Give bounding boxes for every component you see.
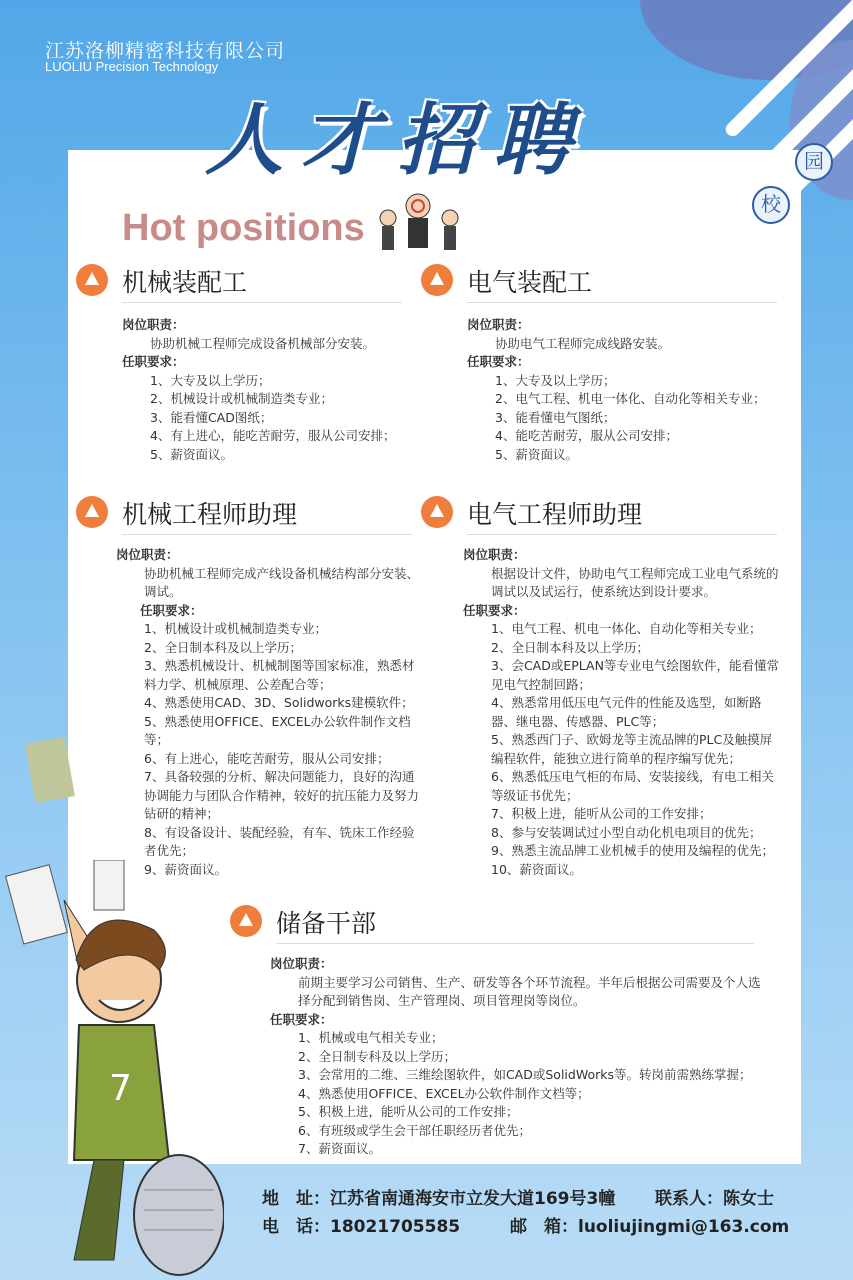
requirements-label: 任职要求： bbox=[270, 1011, 333, 1027]
requirement-item: 7、具备较强的分析、解决问题能力，良好的沟通协调能力与团队合作精神，较好的抗压能力及努力钻研的精神； bbox=[144, 769, 420, 821]
requirement-item: 5、薪资面议。 bbox=[150, 446, 233, 462]
requirement-item: 1、机械或电气相关专业； bbox=[298, 1030, 444, 1045]
email-label: 邮 箱： bbox=[510, 1217, 578, 1237]
contact-person-line bbox=[655, 1184, 774, 1209]
duty-label: 岗位职责： bbox=[463, 547, 526, 562]
divider bbox=[467, 302, 777, 303]
requirement-item: 4、有上进心，能吃苦耐劳，服从公司安排； bbox=[150, 428, 396, 443]
requirement-item: 4、能吃苦耐劳，服从公司安排； bbox=[495, 428, 678, 443]
email-value: luoliujingmi@163.com bbox=[578, 1217, 790, 1237]
requirements-label: 任职要求： bbox=[467, 354, 530, 369]
phone-label: 电 话： bbox=[262, 1217, 330, 1237]
requirement-item: 1、电气工程、机电一体化、自动化等相关专业； bbox=[491, 621, 762, 636]
requirement-item: 2、电气工程、机电一体化、自动化等相关专业； bbox=[495, 391, 766, 406]
requirement-item: 3、会CAD或EPLAN等专业电气绘图软件，能看懂常见电气控制回路； bbox=[491, 658, 779, 692]
triangle-up-icon bbox=[76, 496, 108, 528]
email-line bbox=[510, 1212, 789, 1237]
requirement-item: 3、能看懂CAD图纸； bbox=[150, 409, 273, 425]
svg-text:7: 7 bbox=[109, 1068, 132, 1109]
phone-line bbox=[262, 1212, 460, 1237]
contact-label: 联系人： bbox=[655, 1189, 723, 1209]
phone-value: 18021705585 bbox=[330, 1217, 461, 1237]
divider bbox=[122, 534, 412, 535]
hot-positions-heading: Hot positions bbox=[122, 207, 365, 249]
position-mechanical-assembler bbox=[76, 264, 406, 464]
requirement-item: 9、熟悉主流品牌工业机械手的使用及编程的优先； bbox=[491, 843, 774, 858]
position-electrical-assembler bbox=[421, 264, 791, 464]
position-title: 电气装配工 bbox=[467, 268, 593, 297]
position-title: 储备干部 bbox=[276, 909, 377, 938]
duty-text: 前期主要学习公司销售、生产、研发等各个环节流程。半年后根据公司需要及个人选择分配到销售岗、生产管理岗、项目管理岗等岗位。 bbox=[298, 974, 761, 1008]
requirements-label: 任职要求： bbox=[463, 602, 526, 618]
duty-label: 岗位职责： bbox=[467, 317, 530, 332]
contact-name: 陈女士 bbox=[723, 1189, 774, 1209]
requirement-item: 1、大专及以上学历； bbox=[150, 372, 271, 388]
address-line bbox=[262, 1184, 615, 1209]
position-title: 机械工程师助理 bbox=[122, 500, 298, 529]
duty-label: 岗位职责： bbox=[122, 317, 185, 332]
requirement-item: 8、有设备设计、装配经验，有车、铣床工作经验者优先； bbox=[144, 824, 415, 858]
requirement-item: 5、薪资面议。 bbox=[495, 446, 578, 462]
requirement-item: 4、熟悉使用OFFICE、EXCEL办公软件制作文档等； bbox=[298, 1085, 590, 1101]
requirement-item: 1、机械设计或机械制造类专业； bbox=[144, 621, 327, 636]
duty-text: 协助电气工程师完成线路安装。 bbox=[495, 335, 671, 351]
duty-text: 根据设计文件，协助电气工程师完成工业电气系统的调试以及试运行，使系统达到设计要求。 bbox=[491, 565, 779, 599]
requirement-item: 5、熟悉使用OFFICE、EXCEL办公软件制作文档等； bbox=[144, 713, 411, 747]
requirement-item: 10、薪资面议。 bbox=[491, 861, 582, 877]
position-title: 电气工程师助理 bbox=[467, 500, 643, 529]
requirement-item: 6、有班级或学生会干部任职经历者优先； bbox=[298, 1122, 531, 1138]
requirement-item: 3、熟悉机械设计、机械制图等国家标准，熟悉材料力学、机械原理、公差配合等； bbox=[144, 658, 415, 692]
requirement-item: 5、积极上进，能听从公司的工作安排； bbox=[298, 1104, 519, 1119]
divider bbox=[276, 943, 754, 944]
company-name-cn: 江苏洛柳精密科技有限公司 bbox=[45, 40, 286, 62]
address-value: 江苏省南通海安市立发大道169号3幢 bbox=[330, 1189, 616, 1209]
requirement-item: 8、参与安装调试过小型自动化机电项目的优先； bbox=[491, 824, 762, 840]
seal-icon: 校 bbox=[752, 186, 790, 224]
requirement-item: 4、熟悉使用CAD、3D、Solidworks建模软件； bbox=[144, 695, 414, 710]
requirement-item: 3、会常用的二维、三维绘图软件，如CAD或SolidWorks等。转岗前需熟练掌握； bbox=[298, 1067, 752, 1082]
position-management-trainee bbox=[230, 905, 790, 1159]
page-title: 人才招聘 bbox=[205, 96, 590, 186]
requirement-item: 6、熟悉低压电气柜的布局、安装接线，有电工相关等级证书优先； bbox=[491, 769, 774, 803]
triangle-up-icon bbox=[76, 264, 108, 296]
address-label: 地 址： bbox=[262, 1189, 330, 1209]
requirements-label: 任职要求： bbox=[140, 602, 203, 618]
requirement-item: 2、全日制本科及以上学历； bbox=[491, 639, 649, 655]
duty-text: 协助机械工程师完成设备机械部分安装。 bbox=[150, 335, 376, 351]
position-title: 机械装配工 bbox=[122, 268, 248, 297]
requirement-item: 1、大专及以上学历； bbox=[495, 372, 616, 388]
requirement-item: 7、薪资面议。 bbox=[298, 1141, 381, 1156]
requirement-item: 2、全日制本科及以上学历； bbox=[144, 639, 302, 655]
business-people-illustration bbox=[368, 188, 468, 258]
requirement-item: 2、机械设计或机械制造类专业； bbox=[150, 391, 333, 406]
divider bbox=[467, 534, 777, 535]
triangle-up-icon bbox=[421, 496, 453, 528]
company-name-en: LUOLIU Precision Technology bbox=[45, 59, 219, 74]
position-electrical-engineer-assistant bbox=[421, 496, 791, 879]
duty-text: 协助机械工程师完成产线设备机械结构部分安装、调试。 bbox=[144, 565, 420, 599]
triangle-up-icon bbox=[230, 905, 262, 937]
cartoon-character-illustration bbox=[4, 860, 224, 1280]
seal-icon: 园 bbox=[795, 143, 833, 181]
duty-label: 岗位职责： bbox=[270, 956, 333, 971]
requirement-item: 2、全日制专科及以上学历； bbox=[298, 1048, 456, 1064]
divider bbox=[122, 302, 402, 303]
position-mechanical-engineer-assistant bbox=[76, 496, 432, 879]
requirement-item: 5、熟悉西门子、欧姆龙等主流品牌的PLC及触摸屏编程软件，能独立进行简单的程序编写优先； bbox=[491, 732, 773, 766]
requirement-item: 9、薪资面议。 bbox=[144, 861, 227, 877]
requirement-item: 4、熟悉常用低压电气元件的性能及选型，如断路器、继电器、传感器、PLC等； bbox=[491, 695, 762, 729]
triangle-up-icon bbox=[421, 264, 453, 296]
duty-label: 岗位职责： bbox=[116, 547, 179, 562]
requirement-item: 6、有上进心，能吃苦耐劳，服从公司安排； bbox=[144, 750, 390, 766]
requirements-label: 任职要求： bbox=[122, 354, 185, 369]
requirement-item: 7、积极上进，能听从公司的工作安排； bbox=[491, 806, 712, 821]
requirement-item: 3、能看懂电气图纸； bbox=[495, 409, 616, 425]
